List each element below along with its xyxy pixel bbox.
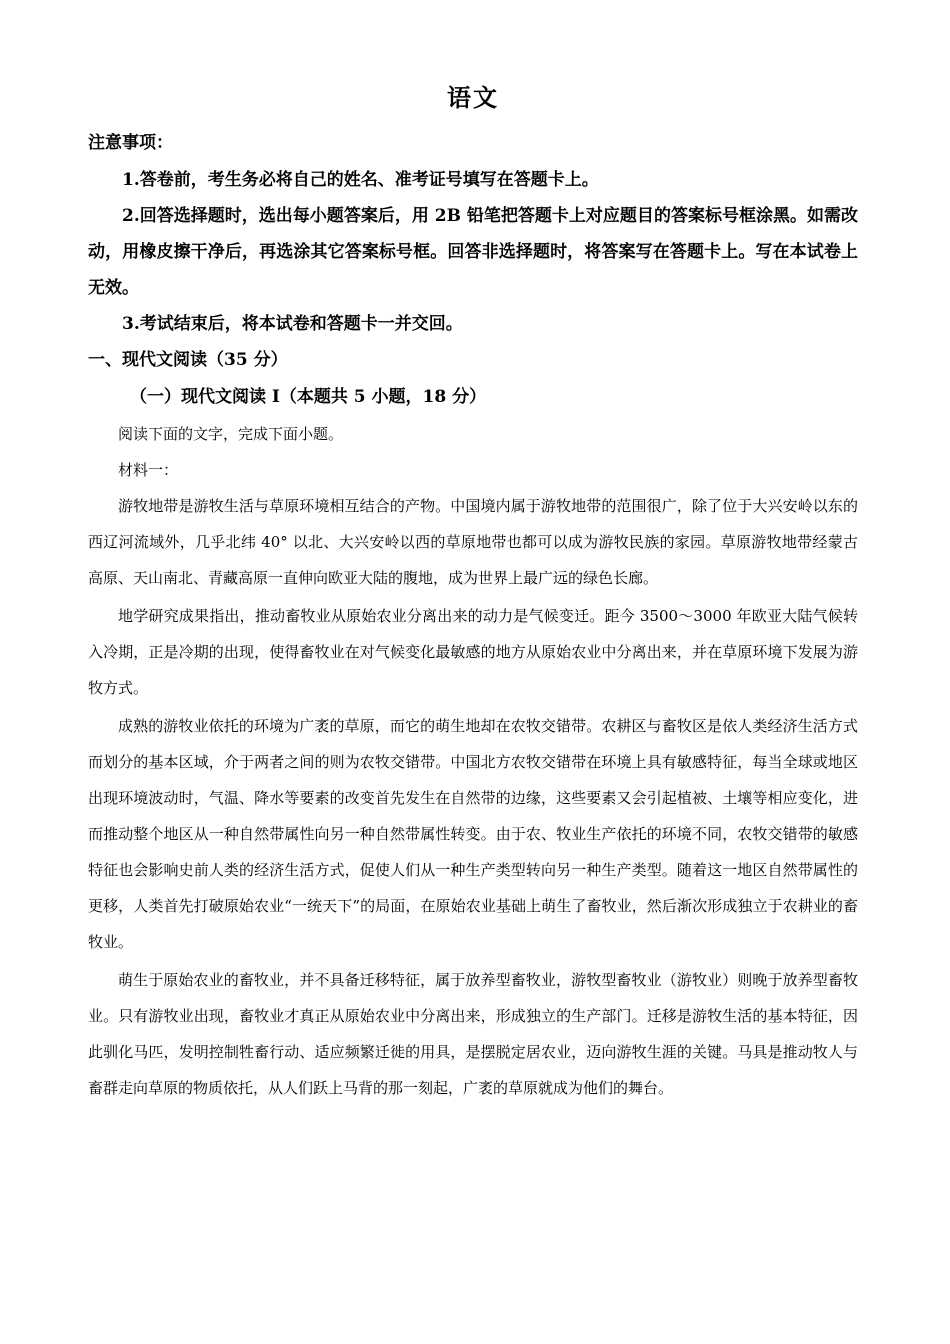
section-heading: 一、现代文阅读（35 分）	[88, 350, 288, 370]
material-label: 材料一：	[118, 461, 179, 479]
notice-item-3: 3.考试结束后，将本试卷和答题卡一并交回。	[122, 314, 463, 334]
exam-page	[88, 78, 858, 1108]
page-title: 语文	[447, 83, 499, 112]
subsection-heading: （一）现代文阅读 I（本题共 5 小题，18 分）	[130, 387, 487, 407]
notice-item-1: 1.答卷前，考生务必将自己的姓名、准考证号填写在答题卡上。	[122, 170, 599, 190]
paragraph: 成熟的游牧业依托的环境为广袤的草原，而它的萌生地却在农牧交错带。农耕区与畜牧区是依人类经济生活方式而划分的基本区域，介于两者之间的则为农牧交错带。中国北方农牧交错带在环境上具有敏感特征，每当全球或地区出现环境波动时，气温、降水等要素的改变首先发生在自然带的边缘，这些要素又会引起植被、土壤等相应变化，进而推动整个地区从一种自然带属性向另一种自然带属性转变。由于农、牧业生产依托的环境不同，农牧交错带的敏感特征也会影响史前人类的经济生活方式，促使人们从一种生产类型转向另一种生产类型。随着这一地区自然带属性的更移，人类首先打破原始农业“一统天下”的局面，在原始农业基础上萌生了畜牧业，然后渐次形成独立于农耕业的畜牧业。	[88, 717, 858, 951]
reading-instruction: 阅读下面的文字，完成下面小题。	[118, 425, 344, 443]
paragraph: 地学研究成果指出，推动畜牧业从原始农业分离出来的动力是气候变迁。距今 3500～3000 年欧亚大陆气候转入冷期，正是冷期的出现，使得畜牧业在对气候变化最敏感的地方从原始农业中分离出来，并在草原环境下发展为游牧方式。	[88, 607, 858, 697]
section-modern-reading	[88, 342, 858, 1106]
paragraph: 游牧地带是游牧生活与草原环境相互结合的产物。中国境内属于游牧地带的范围很广，除了位于大兴安岭以东的西辽河流域外，几乎北纬 40° 以北、大兴安岭以西的草原地带也都可以成为游牧民族的家园。草原游牧地带经蒙古高原、天山南北、青藏高原一直伸向欧亚大陆的腹地，成为世界上最广远的绿色长廊。	[88, 497, 858, 587]
paragraph: 萌生于原始农业的畜牧业，并不具备迁移特征，属于放养型畜牧业，游牧型畜牧业（游牧业）则晚于放养型畜牧业。只有游牧业出现，畜牧业才真正从原始农业中分离出来，形成独立的生产部门。迁移是游牧生活的基本特征，因此驯化马匹，发明控制牲畜行动、适应频繁迁徙的用具，是摆脱定居农业，迈向游牧生涯的关键。马具是推动牧人与畜群走向草原的物质依托，从人们跃上马背的那一刻起，广袤的草原就成为他们的舞台。	[88, 971, 858, 1097]
notice-block	[88, 128, 858, 342]
notice-heading: 注意事项：	[88, 133, 173, 153]
notice-item-2: 2.回答选择题时，选出每小题答案后，用 2B 铅笔把答题卡上对应题目的答案标号框涂黑。如需改动，用橡皮擦干净后，再选涂其它答案标号框。回答非选择题时，将答案写在答题卡上。写在本试卷上无效。	[88, 206, 858, 298]
